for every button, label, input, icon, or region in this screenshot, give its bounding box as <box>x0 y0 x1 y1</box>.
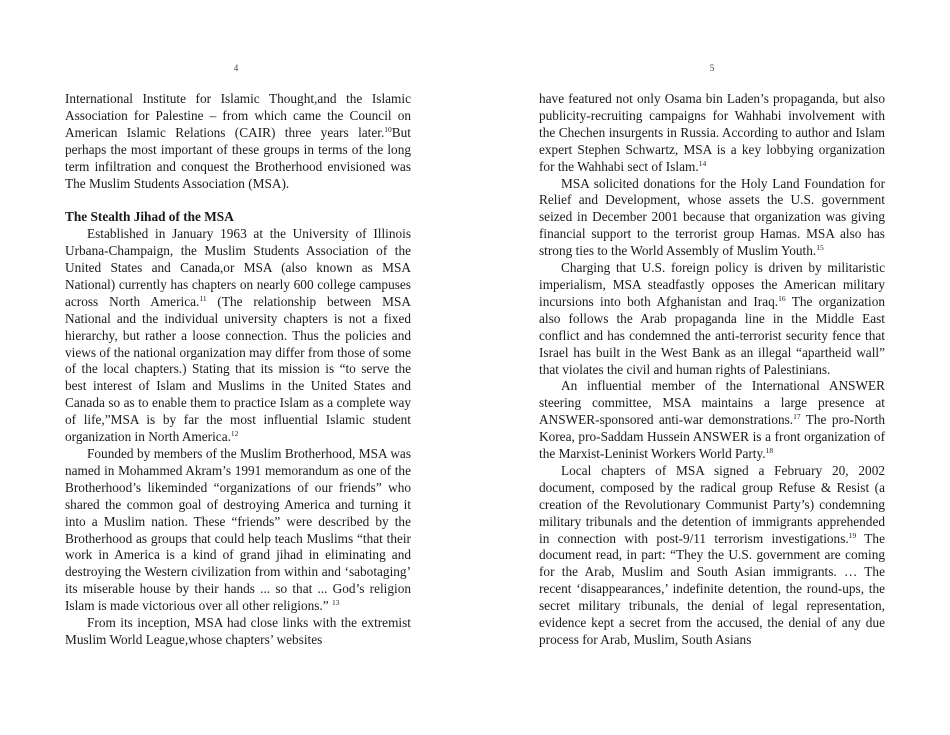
footnote-ref: 10 <box>384 124 392 134</box>
right-page-number: 5 <box>709 63 715 73</box>
paragraph: have featured not only Osama bin Laden’s propaganda, but also publicity-recruiting campaigns for Wahhabi involvement with the Chechen insurgents in Russia. According to author and Islam expert Stephen Schwartz, MSA is a key lobbying organization for the Wahhabi sect of Islam.$^{14}$ <box>539 91 885 174</box>
paragraph: Local chapters of MSA signed a February 20, 2002 document, composed by the radical group Refuse & Resist (a creation of the Revolutionary Communist Party’s) condemning military tribunals and the detention of immigrants apprehended in connection with post-9/11 terrorism investigations.$^{19}$ The document read, in part: “They the U.S. government are coming for the Arab, Muslim and South Asian immigrants. … The recent ‘disappearances,’ indefinite detention, the round-ups, the secret military tribunals, the denial of legal representation, evidence kept a secret from the accused, the denial of any due process for Arab, Muslim, South Asians <box>539 462 885 647</box>
footnote-ref: 11 <box>199 293 207 303</box>
paragraph: MSA solicited donations for the Holy Land Foundation for Relief and Development, whose assets the U.S. government seized in December 2001 because that organization was giving financial support to the terrorist group Hamas. MSA also has strong ties to the World Assembly of Muslim Youth.$^{15}$ <box>539 175 885 259</box>
footnote-ref: 18 <box>765 446 774 456</box>
right-page-text <box>539 91 885 649</box>
paragraph: Charging that U.S. foreign policy is driven by militaristic imperialism, MSA steadfastly opposes the American military incursions into both Afghanistan and Iraq.$^{16}$ The organization also follows the Arab propaganda line in the Middle East conflict and has condemned the anti-terrorist security fence that Israel has built in the West Bank as an illegal “apartheid wall” that violates the civil and human rights of Palestinians. <box>539 260 885 377</box>
footnote-ref: 17 <box>793 412 801 422</box>
paragraph: Established in January 1963 at the University of Illinois Urbana-Champaign, the Muslim Students Association of the United States and Canada,or MSA (also known as MSA National) currently has chapters on nearly 600 college campuses across North America.$^{11}$ (The relationship between MSA National and the individual university chapters is not a fixed hierarchy, but rather a loose connection. Thus the policies and views of the national organization may differ from those of some of the local chapters.) Stating that its mission is “to serve the best interest of Islam and Muslims in the United States and Canada so as to enable them to practice Islam as a complete way of life,”MSA is by far the most influential Islamic student organization in North America.$^{12}$ <box>65 226 412 445</box>
section-heading: The Stealth Jihad of the MSA <box>65 209 234 225</box>
footnote-ref: 19 <box>848 530 857 540</box>
left-page-number: 4 <box>233 63 239 73</box>
paragraph: From its inception, MSA had close links with the extremist Muslim World League,whose chapters’ websites <box>65 615 411 647</box>
footnote-ref: 14 <box>698 158 707 168</box>
footnote-ref: 16 <box>778 293 786 303</box>
footnote-ref: 15 <box>816 243 824 253</box>
left-page-text <box>65 91 411 649</box>
paragraph: International Institute for Islamic Thought,and the Islamic Association for Palestine – from which came the Council on American Islamic Relations (CAIR) three years later.$^{10}$But perhaps the most important of these groups in terms of the long term infiltration and conquest the Brotherhood envisioned was The Muslim Students Association (MSA). <box>65 91 411 191</box>
paragraph: An influential member of the International ANSWER steering committee, MSA maintains a large presence at ANSWER-sponsored anti-war demonstrations.$^{17}$ The pro-North Korea, pro-Saddam Hussein ANSWER is a front organization of the Marxist-Leninist Workers World Party.$^{18}$ <box>539 378 885 462</box>
footnote-ref: 12 <box>230 429 239 439</box>
paragraph: Founded by members of the Muslim Brotherhood, MSA was named in Mohammed Akram’s 1991 memorandum as one of the Brotherhood’s likeminded “organizations of our friends” who shared the common goal of destroying America and turning it into a Muslim nation. These “friends” were described by the Brotherhood as groups that could help teach Muslims “that their work in America is a kind of grand jihad in eliminating and destroying the Western civilization from within and ‘sabotaging’ its miserable house by their hands ... so that ... God’s religion Islam is made victorious over all other religions.” $^{13}$ <box>65 446 411 614</box>
footnote-ref: 13 <box>331 598 340 608</box>
